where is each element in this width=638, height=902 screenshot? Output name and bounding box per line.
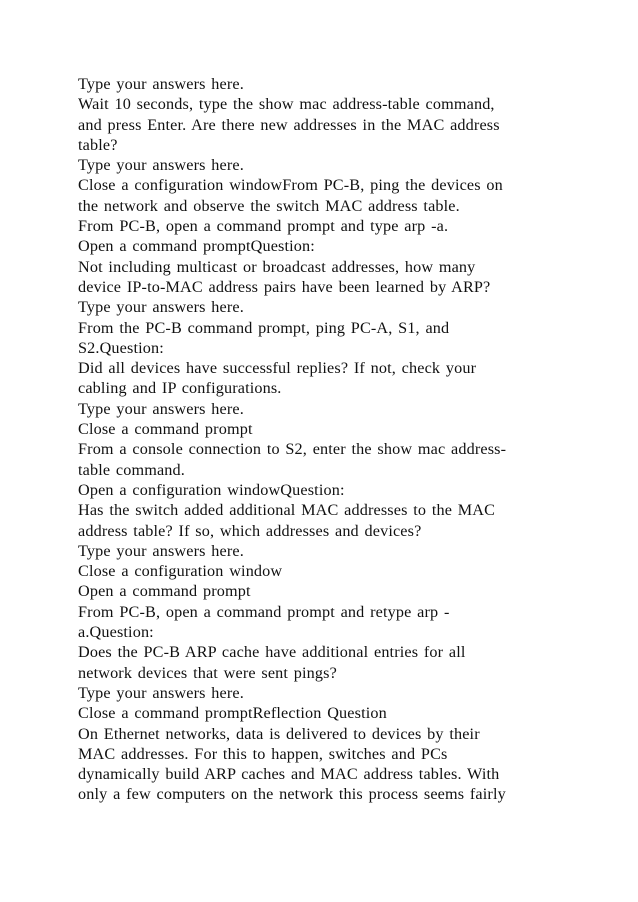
document-body <box>78 74 548 805</box>
text-line: Type your answers here. <box>78 683 244 702</box>
text-line: Open a command promptQuestion: <box>78 237 315 256</box>
text-line: S2.Question: <box>78 338 164 357</box>
text-line: Wait 10 seconds, type the show mac address-table command, <box>78 95 495 114</box>
text-line: Type your answers here. <box>78 156 244 175</box>
text-line: address table? If so, which addresses and devices? <box>78 521 422 540</box>
text-line: Close a configuration window <box>78 562 283 581</box>
text-line: Does the PC-B ARP cache have additional entries for all <box>78 643 466 662</box>
text-line: Open a configuration windowQuestion: <box>78 480 345 499</box>
text-line: network devices that were sent pings? <box>78 663 337 682</box>
text-line: cabling and IP configurations. <box>78 379 282 398</box>
text-line: Close a configuration windowFrom PC-B, ping the devices on <box>78 176 503 195</box>
text-line: Type your answers here. <box>78 541 244 560</box>
text-line: From PC-B, open a command prompt and retype arp - <box>78 602 450 621</box>
text-line: Not including multicast or broadcast addresses, how many <box>78 257 476 276</box>
text-line: Has the switch added additional MAC addresses to the MAC <box>78 501 496 520</box>
text-line: a.Question: <box>78 623 154 642</box>
text-line: Type your answers here. <box>78 298 244 317</box>
text-line: device IP-to-MAC address pairs have been learned by ARP? <box>78 277 491 296</box>
text-line: and press Enter. Are there new addresses in the MAC address <box>78 115 500 134</box>
text-line: Did all devices have successful replies? If not, check your <box>78 359 477 378</box>
text-line: table command. <box>78 460 185 479</box>
text-line: Close a command promptReflection Question <box>78 704 387 723</box>
text-line: On Ethernet networks, data is delivered to devices by their <box>78 724 480 743</box>
text-line: Close a command prompt <box>78 420 253 439</box>
text-line: Open a command prompt <box>78 582 251 601</box>
text-line: MAC addresses. For this to happen, switches and PCs <box>78 744 448 763</box>
text-line: only a few computers on the network this process seems fairly <box>78 785 506 804</box>
text-line: From the PC-B command prompt, ping PC-A, S1, and <box>78 318 450 337</box>
text-line: Type your answers here. <box>78 399 244 418</box>
text-line: From a console connection to S2, enter the show mac address- <box>78 440 507 459</box>
text-line: From PC-B, open a command prompt and type arp -a. <box>78 217 449 236</box>
text-line: dynamically build ARP caches and MAC address tables. With <box>78 765 500 784</box>
text-line: the network and observe the switch MAC address table. <box>78 196 460 215</box>
text-line: table? <box>78 135 118 154</box>
text-line: Type your answers here. <box>78 75 244 93</box>
